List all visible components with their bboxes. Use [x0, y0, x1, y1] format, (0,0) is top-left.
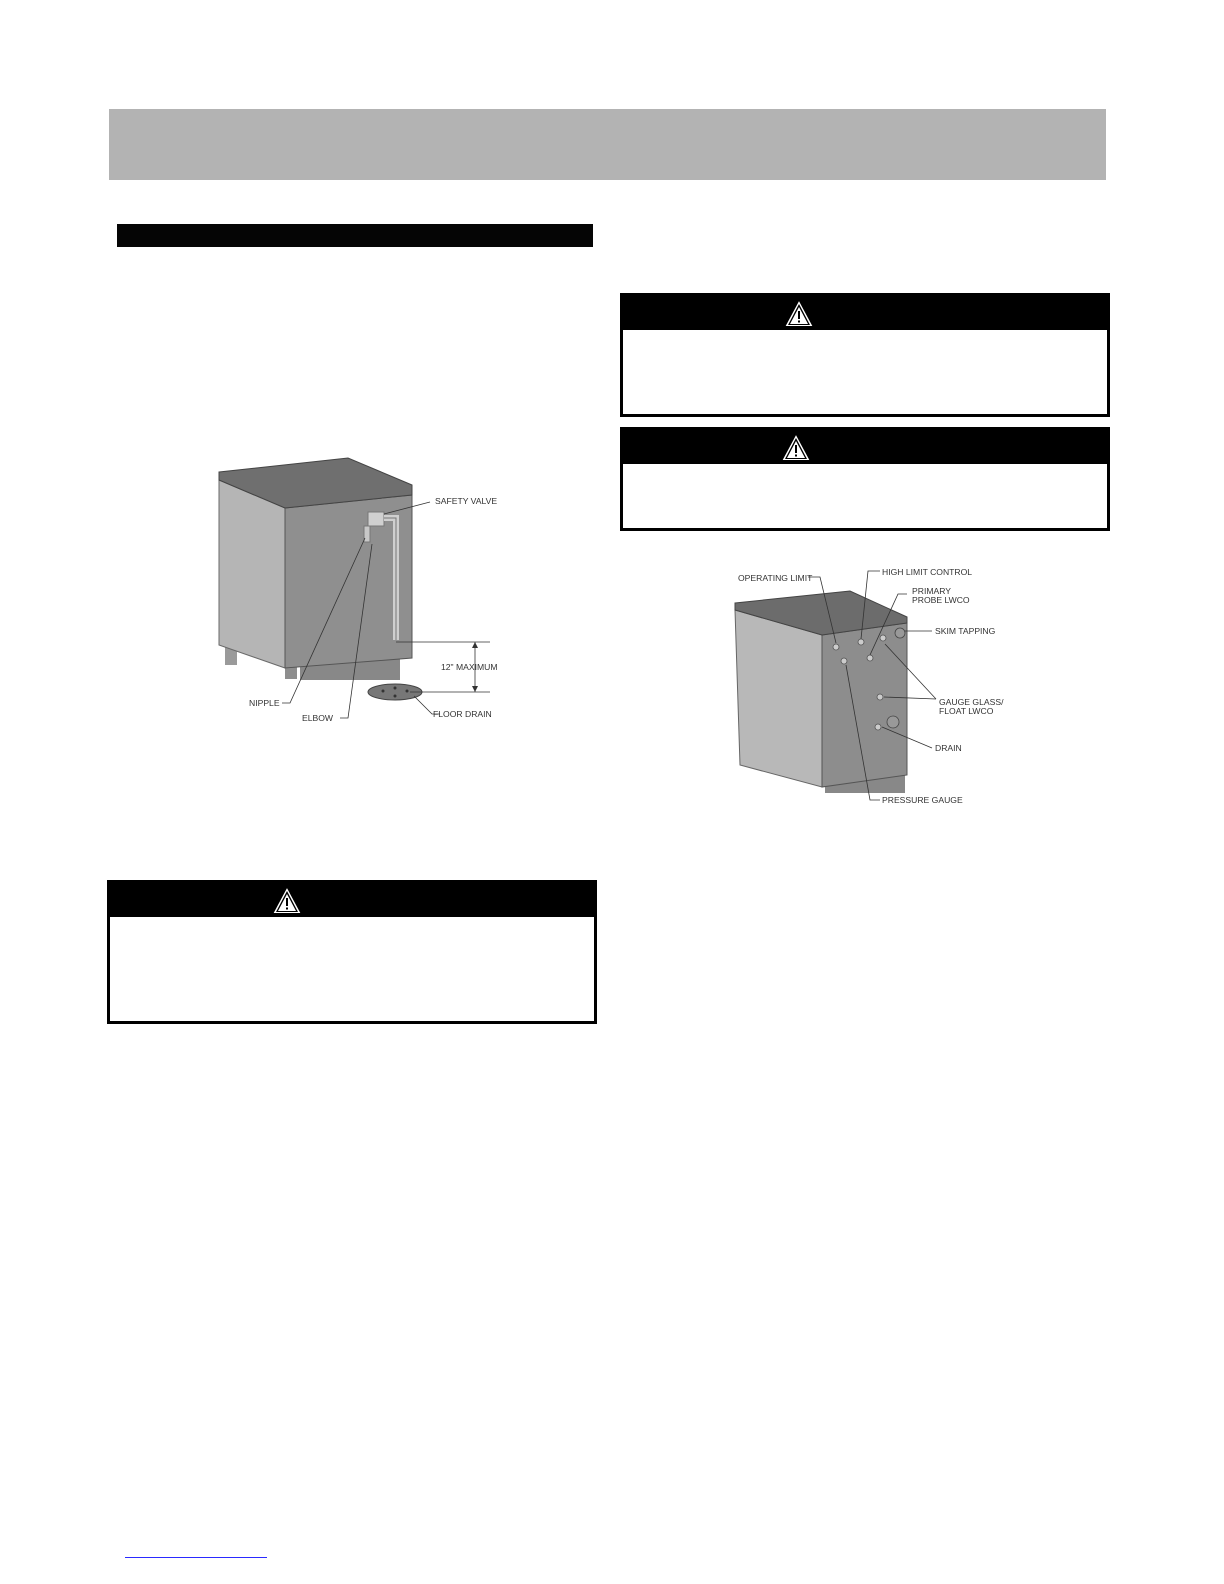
boiler-side [735, 610, 822, 787]
label-drain: DRAIN [935, 743, 962, 753]
warning-triangle-icon [782, 297, 816, 329]
label-safety-valve: SAFETY VALVE [435, 496, 498, 506]
footer-link-underline[interactable] [125, 1557, 267, 1558]
warning-triangle-icon [779, 431, 813, 463]
label-pressure-gauge: PRESSURE GAUGE [882, 795, 963, 805]
warning-triangle-icon [270, 884, 304, 916]
label-primary: PRIMARY [912, 586, 951, 596]
safety-valve-figure [200, 440, 520, 740]
label-gauge-glass: GAUGE GLASS/ [939, 697, 1004, 707]
label-operating-limit: OPERATING LIMIT [738, 573, 813, 583]
warning-header [623, 296, 1107, 330]
warning-box [620, 427, 1110, 531]
label-float-lwco: FLOAT LWCO [939, 706, 994, 716]
label-maximum: 12" MAXIMUM [441, 662, 498, 672]
header-band [109, 109, 1106, 180]
label-high-limit-control: HIGH LIMIT CONTROL [882, 567, 973, 577]
boiler-side [219, 480, 285, 668]
label-skim-tapping: SKIM TAPPING [935, 626, 996, 636]
label-floor-drain: FLOOR DRAIN [433, 709, 492, 719]
safety-valve [368, 512, 384, 526]
warning-header [110, 883, 594, 917]
label-nipple: NIPPLE [249, 698, 280, 708]
tappings-figure [720, 555, 1020, 815]
warning-box [107, 880, 597, 1024]
warning-box [620, 293, 1110, 417]
warning-header [623, 430, 1107, 464]
label-probe-lwco: PROBE LWCO [912, 595, 970, 605]
section-heading-bar [117, 224, 593, 247]
label-elbow: ELBOW [302, 713, 334, 723]
nipple [364, 526, 370, 542]
